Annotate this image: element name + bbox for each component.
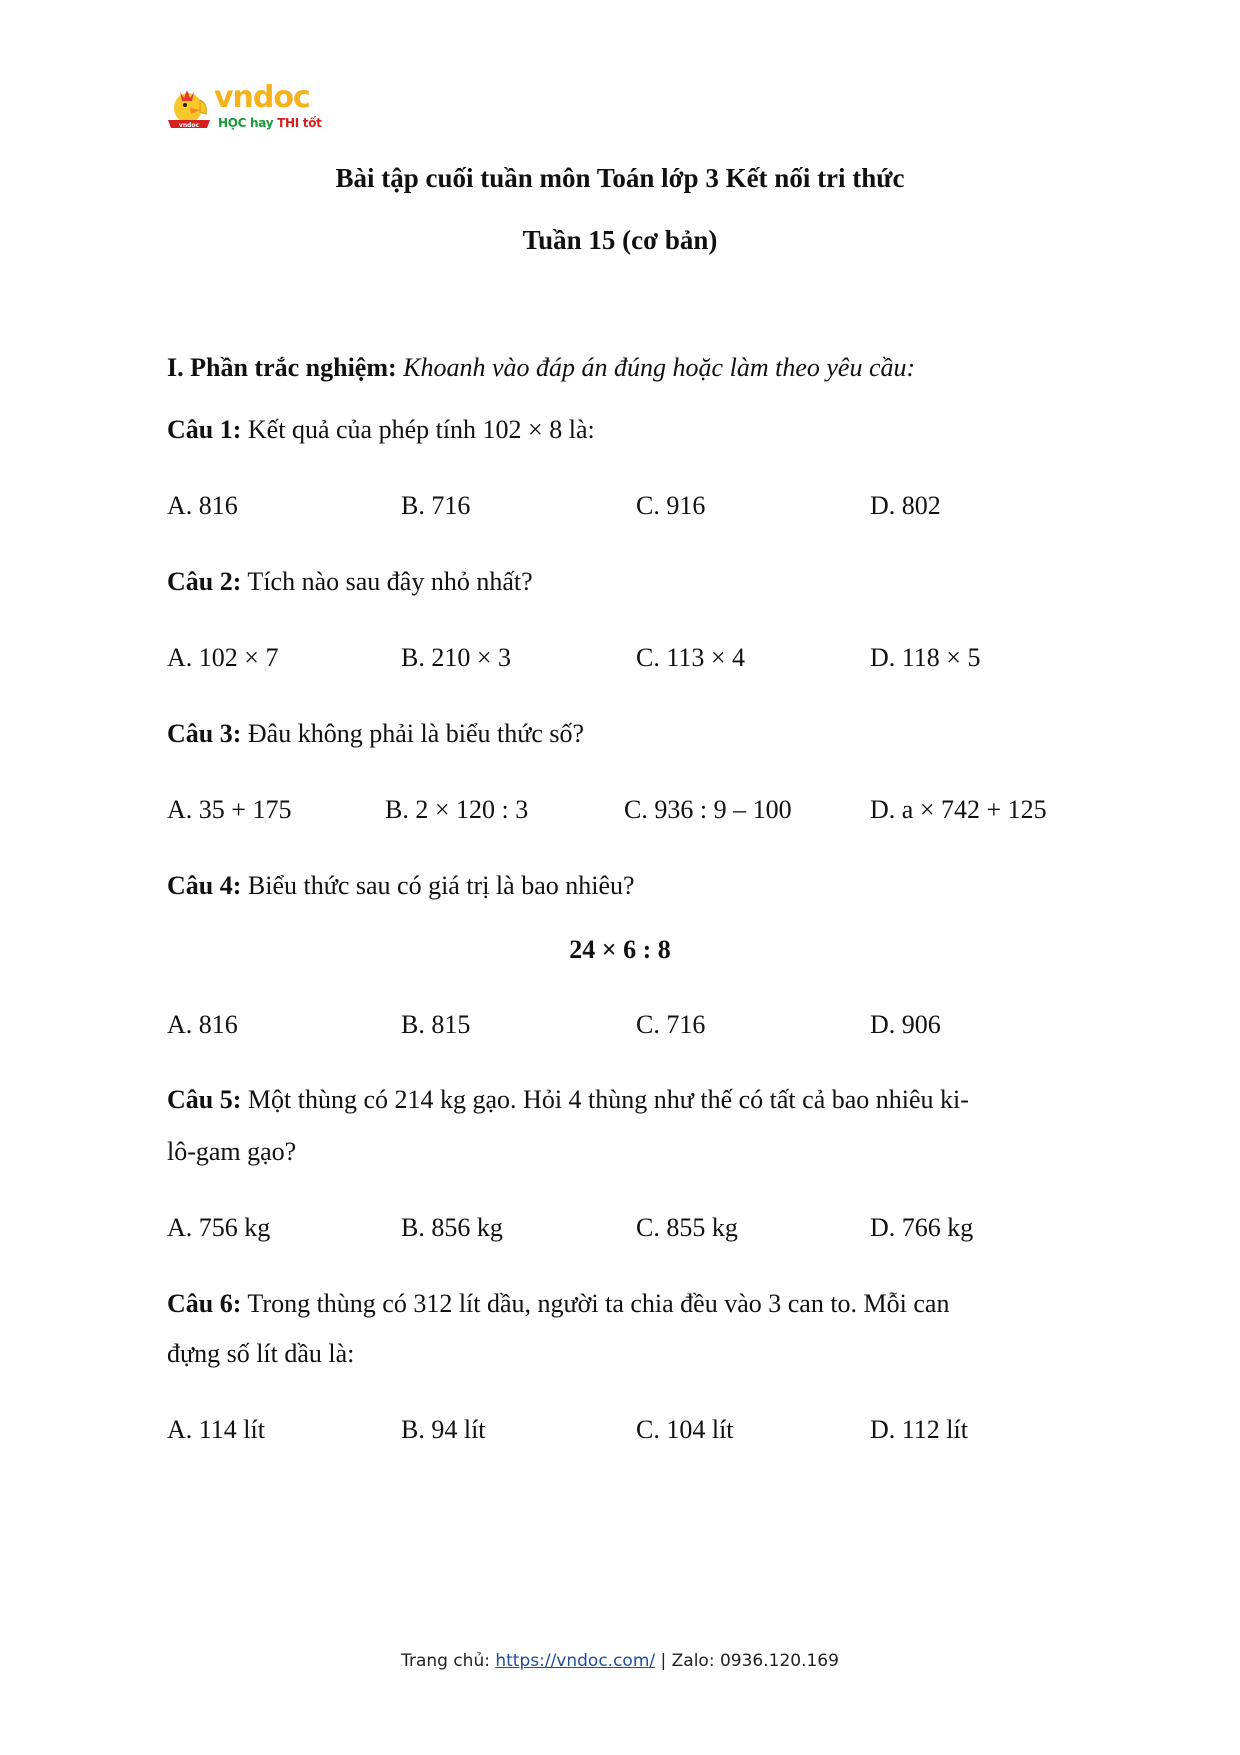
question-4: Câu 4: Biểu thức sau có giá trị là bao nhiêu?: [167, 871, 635, 900]
q3-option-a[interactable]: A. 35 + 175: [167, 795, 292, 824]
q5-option-c[interactable]: C. 855 kg: [636, 1213, 738, 1242]
document-title: Bài tập cuối tuần môn Toán lớp 3 Kết nối tri thức: [335, 163, 905, 193]
homepage-link[interactable]: https://vndoc.com/: [495, 1651, 656, 1671]
chicken-mascot-icon: [166, 86, 212, 134]
question-6: Câu 6: Trong thùng có 312 lít dầu, người ta chia đều vào 3 can to. Mỗi can: [167, 1289, 950, 1318]
question-1: Câu 1: Kết quả của phép tính 102 × 8 là:: [167, 415, 595, 444]
q6-option-a[interactable]: A. 114 lít: [167, 1415, 265, 1444]
q1-option-d[interactable]: D. 802: [870, 491, 941, 520]
vndoc-logo: [166, 80, 326, 138]
question-2: Câu 2: Tích nào sau đây nhỏ nhất?: [167, 567, 533, 596]
q3-option-d[interactable]: D. a × 742 + 125: [870, 795, 1047, 824]
q6-option-b[interactable]: B. 94 lít: [401, 1415, 486, 1444]
section-heading: I. Phần trắc nghiệm: Khoanh vào đáp án đúng hoặc làm theo yêu cầu:: [167, 353, 916, 382]
page-footer: Trang chủ: https://vndoc.com/ | Zalo: 0936.120.169: [401, 1651, 839, 1671]
q6-option-c[interactable]: C. 104 lít: [636, 1415, 734, 1444]
q1-option-b[interactable]: B. 716: [401, 491, 471, 520]
question-5: Câu 5: Một thùng có 214 kg gạo. Hỏi 4 thùng như thế có tất cả bao nhiêu ki-: [167, 1085, 969, 1114]
q4-option-b[interactable]: B. 815: [401, 1010, 471, 1039]
q2-option-d[interactable]: D. 118 × 5: [870, 643, 981, 672]
q3-option-b[interactable]: B. 2 × 120 : 3: [385, 795, 529, 824]
document-subtitle: Tuần 15 (cơ bản): [522, 225, 718, 255]
q3-option-c[interactable]: C. 936 : 9 – 100: [624, 795, 792, 824]
question-5-line-2: lô-gam gạo?: [167, 1137, 297, 1166]
q5-option-b[interactable]: B. 856 kg: [401, 1213, 503, 1242]
question-3: Câu 3: Đâu không phải là biểu thức số?: [167, 719, 585, 748]
q4-option-a[interactable]: A. 816: [167, 1010, 238, 1039]
q2-option-b[interactable]: B. 210 × 3: [401, 643, 512, 672]
q4-expression: 24 × 6 : 8: [569, 935, 671, 964]
q5-option-a[interactable]: A. 756 kg: [167, 1213, 271, 1242]
q1-option-a[interactable]: A. 816: [167, 491, 238, 520]
q1-option-c[interactable]: C. 916: [636, 491, 706, 520]
q2-option-a[interactable]: A. 102 × 7: [167, 643, 279, 672]
logo-brand-text: vndoc: [214, 80, 310, 115]
question-6-line-2: đựng số lít dầu là:: [167, 1339, 355, 1368]
q5-option-d[interactable]: D. 766 kg: [870, 1213, 974, 1242]
q4-option-c[interactable]: C. 716: [636, 1010, 706, 1039]
q4-option-d[interactable]: D. 906: [870, 1010, 941, 1039]
svg-text:vndoc: vndoc: [178, 122, 200, 129]
q2-option-c[interactable]: C. 113 × 4: [636, 643, 746, 672]
logo-tagline: HỌC hay THI tốt: [218, 116, 322, 130]
q6-option-d[interactable]: D. 112 lít: [870, 1415, 968, 1444]
